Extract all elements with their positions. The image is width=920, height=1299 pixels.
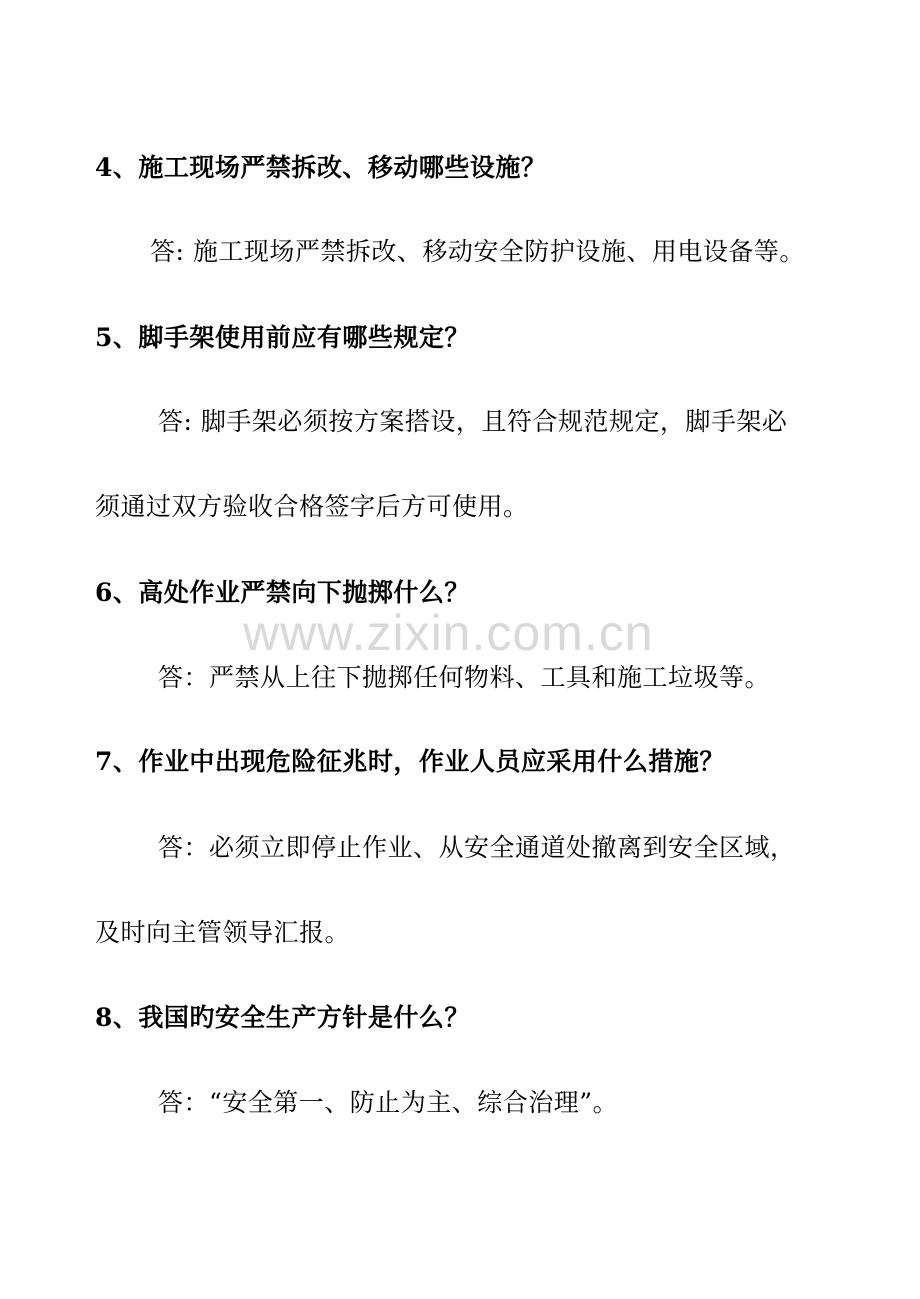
watermark: www.zixin.com.cn <box>243 605 654 661</box>
answer-7-line-1: 答：必须立即停止作业、从安全通道处撤离到安全区域， <box>158 833 796 862</box>
answer-5-line-2: 须通过双方验收合格签字后方可使用。 <box>95 492 529 521</box>
question-4: 4、施工现场严禁拆改、移动哪些设施？ <box>95 153 547 182</box>
answer-5-line-1: 答: 脚手架必须按方案搭设，且符合规范规定，脚手架必 <box>158 407 788 436</box>
answer-4-line-1: 答: 施工现场严禁拆改、移动安全防护设施、用电设备等。 <box>150 237 805 266</box>
question-8: 8、我国旳安全生产方针是什么？ <box>95 1003 470 1032</box>
question-6: 6、高处作业严禁向下抛掷什么？ <box>95 578 470 607</box>
question-5: 5、脚手架使用前应有哪些规定？ <box>95 323 470 352</box>
answer-8-line-1: 答：“安全第一、防止为主、综合治理”。 <box>158 1088 619 1117</box>
question-7: 7、作业中出现危险征兆时，作业人员应采用什么措施？ <box>95 747 725 776</box>
answer-7-line-2: 及时向主管领导汇报。 <box>95 918 351 947</box>
answer-6-line-1: 答：严禁从上往下抛掷任何物料、工具和施工垃圾等。 <box>158 663 771 692</box>
